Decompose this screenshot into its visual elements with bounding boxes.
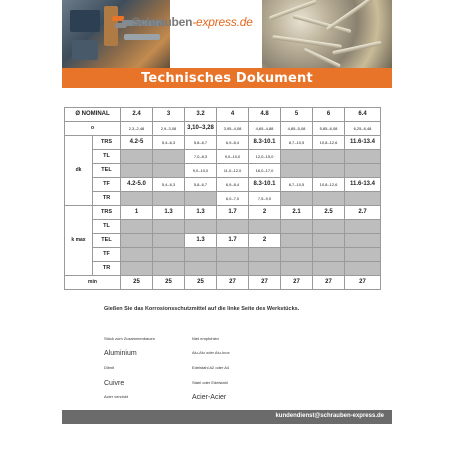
table-cell: 27 — [281, 276, 313, 290]
table-cell — [217, 262, 249, 276]
table-cell: 25 — [121, 276, 153, 290]
row-label: min — [65, 276, 121, 290]
table-cell — [185, 192, 217, 206]
table-cell: 27 — [345, 276, 381, 290]
table-cell — [313, 164, 345, 178]
table-cell — [121, 192, 153, 206]
table-cell: 6,25–6,48 — [345, 122, 381, 136]
table-row — [65, 234, 381, 248]
table-cell — [185, 262, 217, 276]
table-cell — [313, 248, 345, 262]
table-cell: 4.2-5.0 — [121, 178, 153, 192]
table-row — [65, 150, 381, 164]
compat-recommendation: Alu-Alu oder Alu-Inox — [192, 350, 230, 355]
table-cell: 27 — [313, 276, 345, 290]
table-cell: 25 — [153, 276, 185, 290]
brand-name-part2: -express.de — [192, 15, 253, 29]
table-cell — [217, 248, 249, 262]
table-cell: 11.6-13.4 — [345, 178, 381, 192]
header-size: 4.8 — [249, 108, 281, 122]
table-cell: 3,10–3,28 — [185, 122, 217, 136]
table-cell — [153, 248, 185, 262]
support-email[interactable]: kundendienst@schrauben-express.de — [275, 413, 384, 419]
compat-material: Aluminium — [104, 350, 137, 357]
table-cell: 7,0–8,3 — [185, 150, 217, 164]
compat-material: Dilmit — [104, 365, 114, 370]
compat-right-header: Niet empfohlen — [192, 336, 219, 341]
table-row — [65, 164, 381, 178]
brand-logo[interactable] — [112, 14, 253, 30]
table-cell: 2,9–3,08 — [153, 122, 185, 136]
table-cell — [281, 220, 313, 234]
compat-material: Acier verzinkt — [104, 394, 129, 399]
table-cell: 11,0–12,0 — [217, 164, 249, 178]
table-cell — [249, 248, 281, 262]
header-size: 6.4 — [345, 108, 381, 122]
table-cell — [217, 220, 249, 234]
table-cell — [281, 192, 313, 206]
title-banner — [62, 68, 392, 88]
table-cell — [281, 234, 313, 248]
header-size: 2.4 — [121, 108, 153, 122]
table-row — [65, 136, 381, 150]
row-sublabel: TEL — [93, 234, 121, 248]
header-nominal: Ø NOMINAL — [65, 108, 121, 122]
table-cell — [313, 262, 345, 276]
header-size: 5 — [281, 108, 313, 122]
compat-material: Cuivre — [104, 380, 125, 387]
table-cell — [313, 220, 345, 234]
brand-name-part1: Schrauben — [132, 15, 193, 29]
table-cell: 2 — [249, 234, 281, 248]
dimension-table — [64, 107, 381, 290]
table-cell: 4,65–4,88 — [249, 122, 281, 136]
compat-recommendation: Stahl oder Edelstahl — [192, 380, 228, 385]
row-label: o — [65, 122, 121, 136]
table-cell: 12,0–15,0 — [249, 150, 281, 164]
row-sublabel: TR — [93, 192, 121, 206]
table-cell: 1.3 — [185, 234, 217, 248]
table-cell: 5,8–6,7 — [185, 136, 217, 150]
table-cell: 2.7 — [345, 206, 381, 220]
table-cell: 2 — [249, 206, 281, 220]
screws-photo — [262, 0, 392, 68]
table-cell — [345, 150, 381, 164]
footer-bar — [62, 410, 392, 424]
table-cell: 5,4–6,3 — [153, 136, 185, 150]
table-cell: 1.7 — [217, 206, 249, 220]
header-size: 3 — [153, 108, 185, 122]
table-cell: 4,85–5,08 — [281, 122, 313, 136]
table-cell: 1 — [121, 206, 153, 220]
table-cell: 8.3-10.1 — [249, 178, 281, 192]
table-cell — [345, 262, 381, 276]
header-size: 6 — [313, 108, 345, 122]
table-cell: 1.3 — [153, 206, 185, 220]
table-cell — [153, 220, 185, 234]
row-sublabel: TRS — [93, 206, 121, 220]
table-cell: 1.3 — [185, 206, 217, 220]
header-image-strip — [62, 0, 392, 68]
table-row — [65, 262, 381, 276]
table-cell — [345, 248, 381, 262]
table-cell: 2.5 — [313, 206, 345, 220]
table-cell — [121, 164, 153, 178]
header-size: 3.2 — [185, 108, 217, 122]
table-cell — [281, 150, 313, 164]
table-cell: 6,9–8,4 — [217, 178, 249, 192]
table-cell — [345, 164, 381, 178]
table-cell: 27 — [249, 276, 281, 290]
table-cell: 16,0–17,0 — [249, 164, 281, 178]
row-sublabel: TRS — [93, 136, 121, 150]
table-cell: 2.1 — [281, 206, 313, 220]
header-size: 4 — [217, 108, 249, 122]
table-cell — [281, 164, 313, 178]
table-cell — [345, 234, 381, 248]
table-cell — [313, 192, 345, 206]
table-cell: 4.2-5 — [121, 136, 153, 150]
table-row — [65, 192, 381, 206]
compat-recommendation: Acier-Acier — [192, 394, 227, 401]
table-cell — [345, 192, 381, 206]
table-cell: 3,95–4,08 — [217, 122, 249, 136]
table-cell: 9,0–10,0 — [217, 150, 249, 164]
row-group-label: k max — [65, 206, 93, 276]
table-cell — [153, 234, 185, 248]
table-cell — [121, 234, 153, 248]
table-cell: 2,3–2,48 — [121, 122, 153, 136]
table-cell — [153, 150, 185, 164]
table-cell — [249, 262, 281, 276]
table-cell — [121, 220, 153, 234]
tools-photo — [62, 0, 172, 68]
compat-left-header: Stück zum Zusammenbauen — [104, 336, 155, 341]
table-cell: 5,4–6,3 — [153, 178, 185, 192]
compat-recommendation: Edelstahl A2 oder A4 — [192, 365, 230, 370]
table-cell: 5,8–6,7 — [185, 178, 217, 192]
table-cell: 10,8–12,6 — [313, 178, 345, 192]
table-cell: 8,7–10,5 — [281, 136, 313, 150]
brand-name — [132, 15, 253, 29]
table-cell: 25 — [185, 276, 217, 290]
table-row — [65, 206, 381, 220]
row-sublabel: TF — [93, 178, 121, 192]
table-cell: 7,5–9,0 — [249, 192, 281, 206]
row-sublabel: TL — [93, 220, 121, 234]
table-cell — [249, 220, 281, 234]
table-cell — [185, 248, 217, 262]
table-row — [65, 276, 381, 290]
table-cell — [153, 192, 185, 206]
table-row — [65, 122, 381, 136]
table-cell: 1.7 — [217, 234, 249, 248]
row-group-label: dk — [65, 136, 93, 206]
table-cell: 5,85–6,08 — [313, 122, 345, 136]
table-cell: 11.6-13.4 — [345, 136, 381, 150]
table-cell — [121, 150, 153, 164]
table-cell — [345, 220, 381, 234]
row-sublabel: TF — [93, 248, 121, 262]
table-header-row — [65, 108, 381, 122]
row-sublabel: TL — [93, 150, 121, 164]
table-cell: 6,9–8,4 — [217, 136, 249, 150]
table-cell — [281, 262, 313, 276]
document-title: Technisches Dokument — [141, 70, 313, 86]
table-row — [65, 178, 381, 192]
instruction-text: Gießen Sie das Korrosionsschutzmittel auf die linke Seite des Werkstücks. — [104, 306, 300, 312]
table-cell: 6,0–7,0 — [217, 192, 249, 206]
table-cell — [153, 164, 185, 178]
table-cell: 10,8–12,6 — [313, 136, 345, 150]
table-cell: 27 — [217, 276, 249, 290]
row-sublabel: TEL — [93, 164, 121, 178]
table-row — [65, 220, 381, 234]
table-cell — [313, 150, 345, 164]
table-cell — [153, 262, 185, 276]
table-cell — [313, 234, 345, 248]
logo-mark-icon — [112, 14, 128, 30]
table-cell — [185, 220, 217, 234]
table-cell — [281, 248, 313, 262]
table-cell: 8,7–10,5 — [281, 178, 313, 192]
table-cell: 9,0–10,0 — [185, 164, 217, 178]
logo-background — [170, 0, 270, 68]
table-row — [65, 248, 381, 262]
row-sublabel: TR — [93, 262, 121, 276]
table-cell — [121, 248, 153, 262]
table-cell: 8.3-10.1 — [249, 136, 281, 150]
table-cell — [121, 262, 153, 276]
